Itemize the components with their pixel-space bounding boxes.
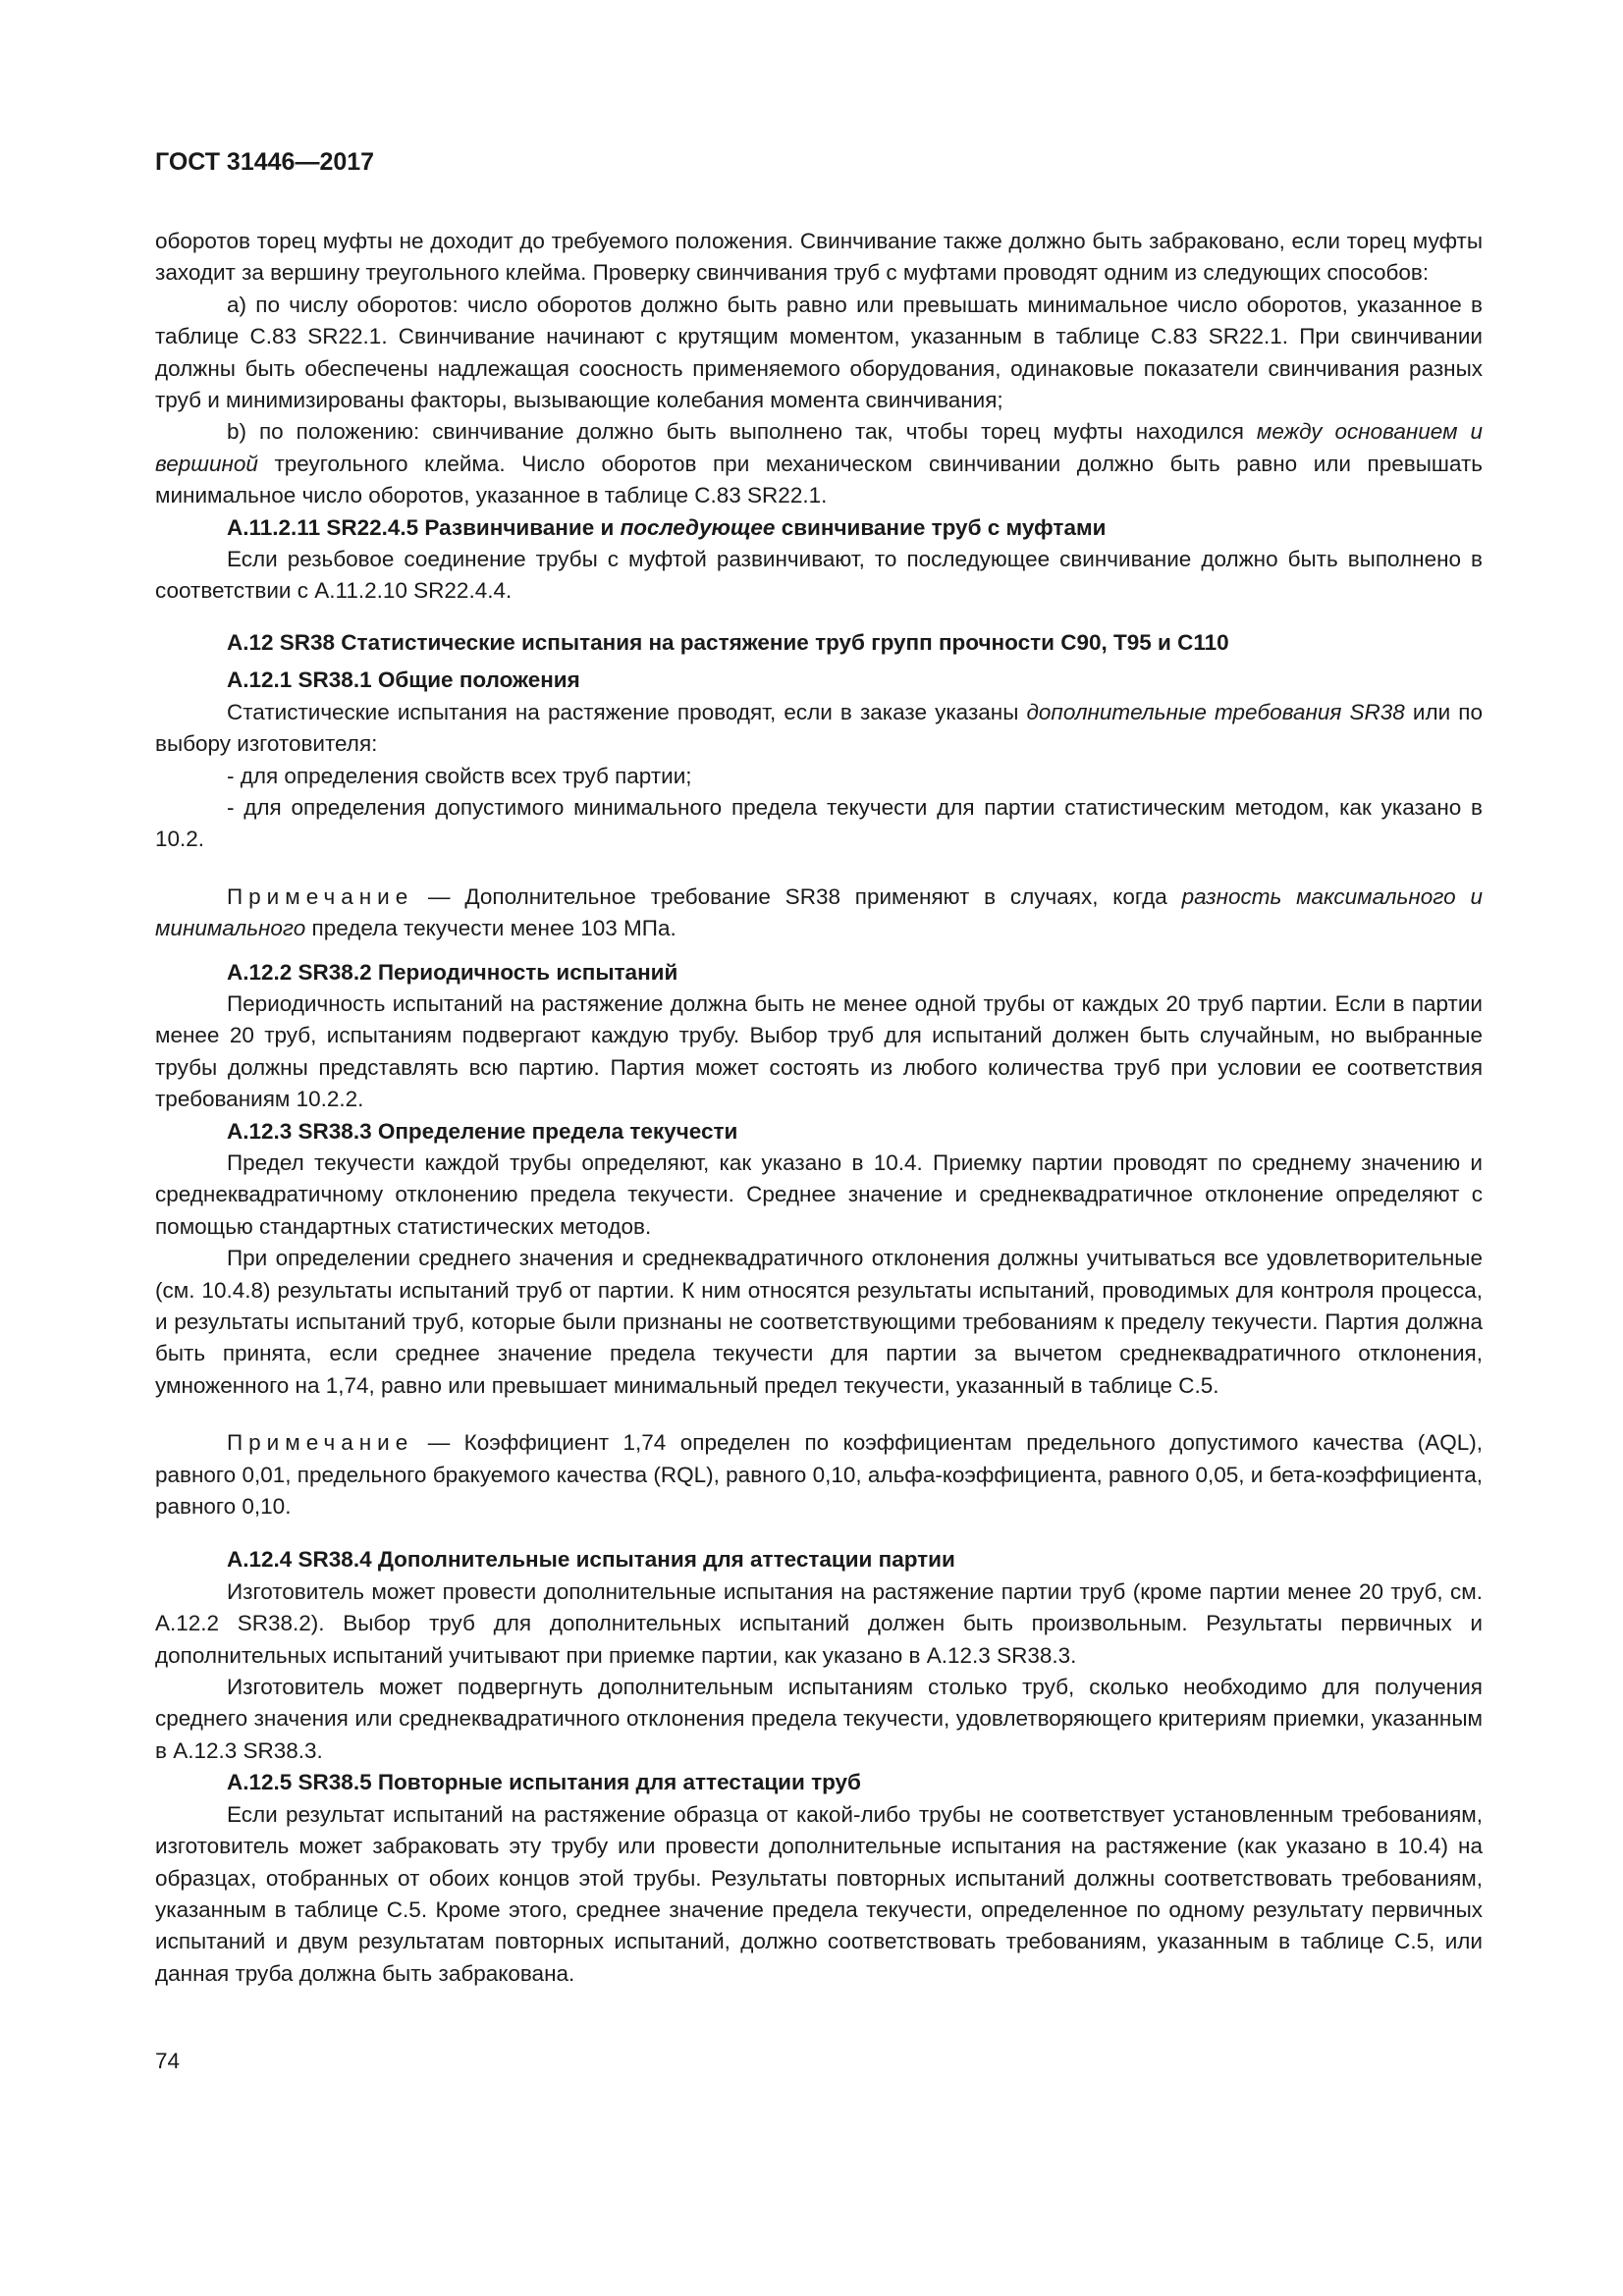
section-heading-a12-2: А.12.2 SR38.2 Периодичность испытаний <box>227 959 678 985</box>
section-heading-a11-2-11: А.11.2.11 SR22.4.5 Развинчивание и последующее свинчивание труб с муфтами <box>227 514 1107 540</box>
paragraph: Изготовитель может провести дополнительные испытания на растяжение партии труб (кроме партии менее 20 труб, см. А.12.2 SR38.2). Выбор труб для дополнительных испытаний должен быть произвольным. Результаты первичных и дополнительных испытаний учитывают при приемке партии, как указано в А.12.3 SR38.3. <box>155 1578 1483 1668</box>
section-heading-a12-1: А.12.1 SR38.1 Общие положения <box>227 667 580 693</box>
section-heading-a12-4: А.12.4 SR38.4 Дополнительные испытания для аттестации партии <box>227 1547 955 1573</box>
paragraph: При определении среднего значения и среднеквадратичного отклонения должны учитываться все удовлетворительные (см. 10.4.8) результаты испытаний труб от партии. К ним относятся результаты испытаний, проводимых для контроля процесса, и результаты испытаний труб, которые были признаны не соответствующими требованиям к пределу текучести. Партия должна быть принята, если среднее значение предела текучести для партии за вычетом среднеквадратичного отклонения, умноженного на 1,74, равно или превышает минимальный предел текучести, указанный в таблице С.5. <box>155 1246 1483 1398</box>
paragraph: Предел текучести каждой трубы определяют, как указано в 10.4. Приемку партии проводят по среднему значению и среднеквадратичному отклонению предела текучести. Среднее значение и среднеквадратичное отклонение определяют с помощью стандартных статистических методов. <box>155 1149 1483 1239</box>
paragraph: оборотов торец муфты не доходит до требуемого положения. Свинчивание также должно быть забраковано, если торец муфты заходит за вершину треугольного клейма. Проверку свинчивания труб с муфтами проводят одним из следующих способов: <box>155 229 1483 286</box>
note: Примечание — Коэффициент 1,74 определен по коэффициентам предельного допустимого качества (AQL), равного 0,01, предельного бракуемого качества (RQL), равного 0,10, альфа-коэффициента, равного 0,05, и бета-коэффициента, равного 0,10. <box>155 1430 1483 1520</box>
paragraph: Если резьбовое соединение трубы с муфтой развинчивают, то последующее свинчивание должно быть выполнено в соответствии с А.11.2.10 SR22.4.4. <box>155 547 1483 604</box>
page-number: 74 <box>155 2049 181 2073</box>
paragraph: Изготовитель может подвергнуть дополнительным испытаниям столько труб, сколько необходимо для получения среднего значения или среднеквадратичного отклонения предела текучести, удовлетворяющего критериям приемки, указанным в А.12.3 SR38.3. <box>155 1675 1483 1763</box>
paragraph: b) по положению: свинчивание должно быть выполнено так, чтобы торец муфты находился между основанием и вершиной треугольного клейма. Число оборотов при механическом свинчивании должно быть равно или превышать минимальное число оборотов, указанное в таблице С.83 SR22.1. <box>155 419 1483 508</box>
paragraph: Периодичность испытаний на растяжение должна быть не менее одной трубы от каждых 20 труб партии. Если в партии менее 20 труб, испытаниям подвергают каждую трубу. Выбор труб для испытаний должен быть случайным, но выбранные трубы должны представлять всю партию. Партия может состоять из любого количества труб при условии ее соответствия требованиям 10.2.2. <box>155 990 1483 1112</box>
list-item: - для определения свойств всех труб партии; <box>227 763 692 788</box>
list-item: - для определения допустимого минимального предела текучести для партии статистическим методом, как указано в 10.2. <box>155 794 1483 852</box>
document-header: ГОСТ 31446—2017 <box>155 148 375 176</box>
paragraph: а) по числу оборотов: число оборотов должно быть равно или превышать минимальное число оборотов, указанное в таблице С.83 SR22.1. Свинчивание начинают с крутящим моментом, указанным в таблице С.83 SR22.1. При свинчивании должны быть обеспечены надлежащая соосность применяемого оборудования, одинаковые показатели свинчивания разных труб и минимизированы факторы, вызывающие колебания момента свинчивания; <box>155 292 1483 413</box>
paragraph: Статистические испытания на растяжение проводят, если в заказе указаны дополнительные требования SR38 или по выбору изготовителя: <box>155 699 1483 757</box>
paragraph: Если результат испытаний на растяжение образца от какой-либо трубы не соответствует установленным требованиям, изготовитель может забраковать эту трубу или провести дополнительные испытания на растяжение (как указано в 10.4) на образцах, отобранных от обоих концов этой трубы. Результаты повторных испытаний должны соответствовать требованиям, указанным в таблице С.5. Кроме этого, среднее значение предела текучести, определенное по одному результату первичных испытаний и двум результатам повторных испытаний, должно соответствовать требованиям, указанным в таблице С.5, или данная труба должна быть забракована. <box>155 1801 1483 1986</box>
note: Примечание — Дополнительное требование SR38 применяют в случаях, когда разность максимального и минимального предела текучести менее 103 МПа. <box>155 883 1483 941</box>
document-page <box>155 147 1483 1990</box>
section-heading-a12: А.12 SR38 Статистические испытания на растяжение труб групп прочности С90, Т95 и С110 <box>227 629 1229 655</box>
section-heading-a12-5: А.12.5 SR38.5 Повторные испытания для аттестации труб <box>227 1770 861 1795</box>
section-heading-a12-3: А.12.3 SR38.3 Определение предела текучести <box>227 1118 738 1144</box>
